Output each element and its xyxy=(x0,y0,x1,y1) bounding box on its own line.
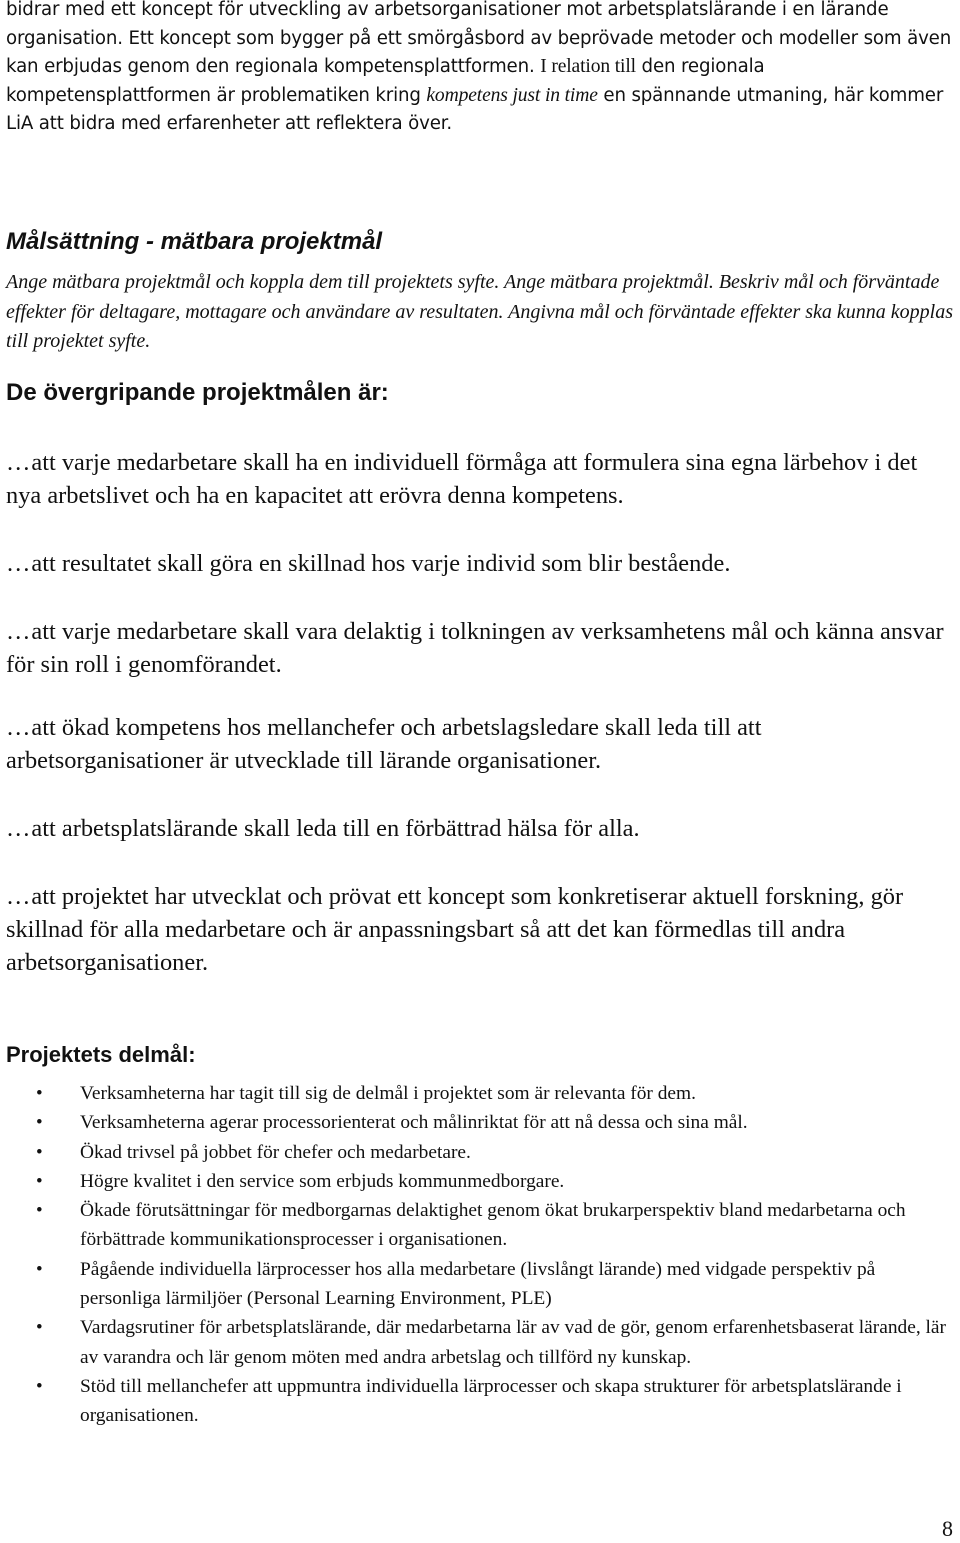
measurable-goals-heading: Målsättning - mätbara projektmål xyxy=(6,228,383,255)
ellipsis-marker: … xyxy=(6,883,32,910)
list-item xyxy=(0,1372,960,1431)
sub-goals-heading: Projektets delmål: xyxy=(6,1042,196,1067)
bullet-icon: • xyxy=(36,1083,43,1104)
overall-goal-text: att arbetsplatslärande skall leda till en förbättrad hälsa för alla. xyxy=(31,815,640,842)
ellipsis-marker: … xyxy=(6,550,32,577)
list-item xyxy=(0,1196,960,1255)
overall-goal-item xyxy=(6,812,954,845)
measurable-goals-instructions: Ange mätbara projektmål och koppla dem till projektets syfte. Ange mätbara projektmål. Beskriv mål och förväntade effekter för deltagare, mottagare och användare av resultaten. Angivna mål och förväntade effekter ska kunna kopplas till projektet syfte. xyxy=(6,271,954,352)
intro-text-part1: bidrar med ett koncept för utveckling av arbetsorganisationer mot arbetsplatslärande i en lärande organisation. Ett koncept som bygger på ett smörgåsbord av beprövade metoder och modeller som även kan erbjudas genom den regionala kompetensplattformen. xyxy=(6,0,952,77)
bullet-icon: • xyxy=(36,1317,43,1339)
sub-goal-text: Vardagsrutiner för arbetsplatslärande, där medarbetarna lär av vad de gör, genom erfarenhetsbaserat lärande, lär av varandra och lär genom möten med andra arbetslag och tillförd ny kunskap. xyxy=(80,1317,946,1368)
overall-goal-text: att ökad kompetens hos mellanchefer och arbetslagsledare skall leda till att arbetsorganisationer är utvecklade till lärande organisationer. xyxy=(6,714,762,774)
intro-paragraph xyxy=(6,0,954,139)
list-item xyxy=(0,1138,960,1167)
sub-goal-text: Verksamheterna agerar processorienterat och målinriktat för att nå dessa och sina mål. xyxy=(80,1112,748,1134)
bullet-icon: • xyxy=(36,1258,43,1280)
overall-goals-heading: De övergripande projektmålen är: xyxy=(6,379,389,406)
list-item xyxy=(0,1255,960,1314)
overall-goal-item xyxy=(6,615,954,681)
overall-goal-item xyxy=(6,711,954,777)
overall-goal-text: att resultatet skall göra en skillnad hos varje individ som blir bestående. xyxy=(31,550,731,577)
sub-goals-list xyxy=(0,1079,960,1431)
sub-goal-text: Ökad trivsel på jobbet för chefer och medarbetare. xyxy=(80,1141,471,1163)
ellipsis-marker: … xyxy=(6,449,32,476)
overall-goal-item xyxy=(6,880,954,979)
overall-goal-text: att varje medarbetare skall vara delaktig i tolkningen av verksamhetens mål och känna ansvar för sin roll i genomförandet. xyxy=(6,618,944,678)
ellipsis-marker: … xyxy=(6,815,32,842)
sub-goal-text: Högre kvalitet i den service som erbjuds kommunmedborgare. xyxy=(80,1170,565,1192)
bullet-icon: • xyxy=(36,1170,43,1192)
intro-text-part2: I relation till xyxy=(540,56,636,77)
bullet-icon: • xyxy=(36,1375,43,1397)
list-item xyxy=(0,1313,960,1372)
sub-goal-text: Stöd till mellanchefer att uppmuntra individuella lärprocesser och skapa strukturer för arbetsplatslärande i organisationen. xyxy=(80,1375,902,1427)
intro-emphasis: kompetens just in time xyxy=(426,84,598,106)
ellipsis-marker: … xyxy=(6,714,32,741)
overall-goal-text: att projektet har utvecklat och prövat ett koncept som konkretiserar aktuell forskning, gör skillnad för alla medarbetare och är anpassningsbart så att det kan förmedlas till andra arbetsorganisationer. xyxy=(6,883,904,976)
list-item xyxy=(0,1079,960,1108)
intro-text-part3: den regionala kompetensplattformen är problematiken kring xyxy=(6,56,765,106)
bullet-icon: • xyxy=(36,1200,43,1222)
sub-goal-text: Pågående individuella lärprocesser hos alla medarbetare (livslångt lärande) med vidgade perspektiv på personliga lärmiljöer (Personal Learning Environment, PLE) xyxy=(80,1258,876,1310)
ellipsis-marker: … xyxy=(6,618,32,645)
sub-goal-text: Ökade förutsättningar för medborgarnas delaktighet genom ökat brukarperspektiv bland medarbetarna och förbättrade kommunikationsprocesser i organisationen. xyxy=(80,1200,906,1251)
overall-goal-item xyxy=(6,547,954,580)
list-item xyxy=(0,1167,960,1196)
list-item xyxy=(0,1108,960,1137)
overall-goal-item xyxy=(6,446,954,512)
intro-text-part4: en spännande utmaning, här kommer LiA att bidra med erfarenheter att reflektera över. xyxy=(6,84,944,134)
overall-goal-text: att varje medarbetare skall ha en individuell förmåga att formulera sina egna lärbehov i det nya arbetslivet och ha en kapacitet att erövra denna kompetens. xyxy=(6,449,918,509)
sub-goal-text: Verksamheterna har tagit till sig de delmål i projektet som är relevanta för dem. xyxy=(80,1083,696,1104)
page-number: 8 xyxy=(942,1516,953,1541)
bullet-icon: • xyxy=(36,1112,43,1134)
bullet-icon: • xyxy=(36,1141,43,1163)
